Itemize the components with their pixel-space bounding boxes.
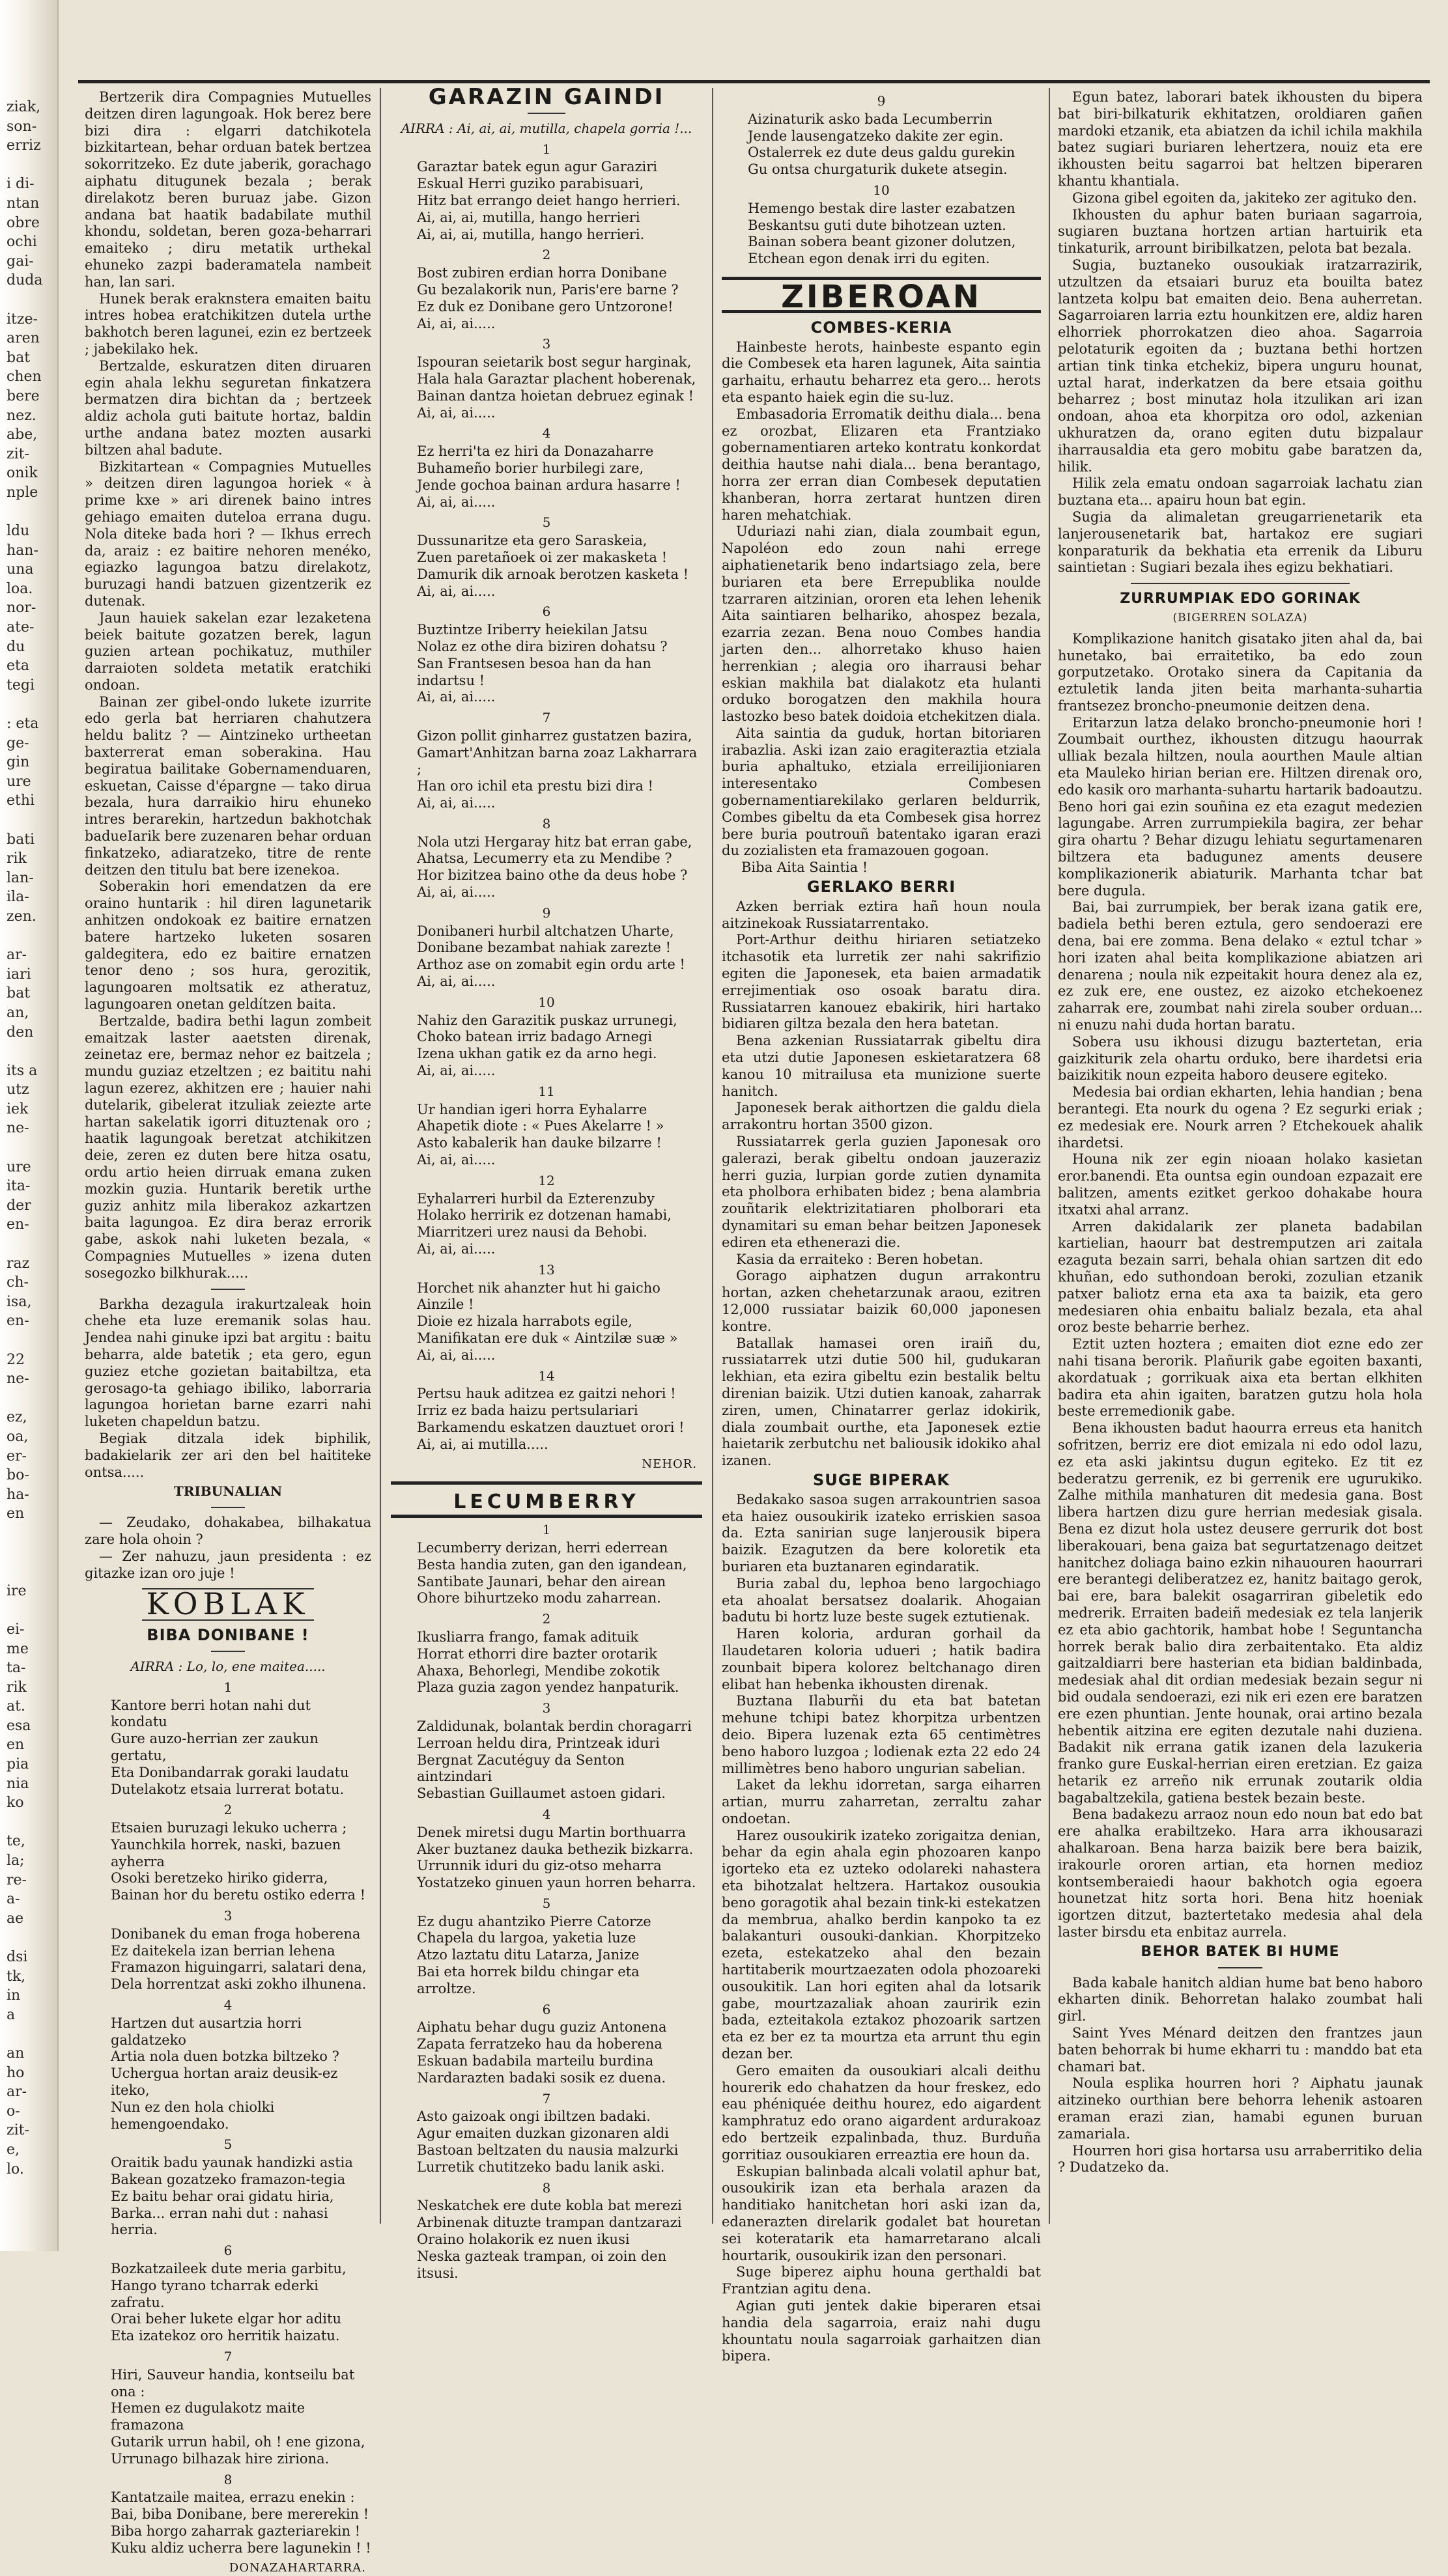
paragraph: Begiak ditzala idek biphilik, badakielarik zer ari den bel haititeke ontsa..... xyxy=(85,1430,371,1480)
fragment-line xyxy=(7,811,53,830)
paragraph: Uduriazi nahi zian, diala zoumbait egun, Napoléon edo zoun nahi errege aiphatienetarik beno indartsiago zela, bere buriaren eta bere Errepublika noulde tzarraren aitzinian, ororen eta lehen lehenik Aita saintiaren belhariko, ahospez bezala, ezarria zezan. Bena nouo Combes handia jarten den... alhorretako khuso haien herrenkian ; alegia oro iharrausi behar eskian makhila bat dialakotz eta hulanti orduko borogatzen den makhila houra lastozko beso batek doidoia etchekitzen diala. xyxy=(722,524,1041,725)
fragment-line: ziak, xyxy=(7,99,41,115)
stanza-number: 6 xyxy=(542,604,551,620)
stanza-number: 1 xyxy=(223,1679,233,1695)
stanza-number: 3 xyxy=(223,1908,233,1924)
fragment-line: bat xyxy=(7,349,31,366)
koblak-poem xyxy=(85,1679,371,2557)
fragment-line: en xyxy=(7,1505,25,1522)
stanza: Kantatzaile maitea, errazu enekin : Bai, biba Donibane, bere mererekin ! Biba horgo zaharrak gazteriarekin ! Kuku aldiz ucherra bere lagunekin ! ! xyxy=(111,2489,371,2556)
stanza-number: 4 xyxy=(542,1806,551,1822)
fragment-line: at. xyxy=(7,1698,25,1715)
fragment-line: bat xyxy=(7,985,31,1002)
fragment-line: er- xyxy=(7,1448,27,1464)
paragraph: Sobera usu ikhousi dizugu baztertetan, eria gaizkiturik zela ohartu orduko, bere ihardetsi eria baizikitik noun ezpeita haboro deusere egiteko. xyxy=(1058,1033,1423,1084)
stanza: Ez dugu ahantziko Pierre Catorze Chapela du largoa, yaketia luze Atzo laztatu ditu Latarza, Janize Bai eta horrek bildu chingar eta arroltze. xyxy=(417,1913,651,1996)
fragment-line: ethi xyxy=(7,792,35,809)
zurrumpiak-subheader: (BIGERREN SOLAZA) xyxy=(1172,611,1308,624)
paragraph: Agian guti jentek dakie biperaren etsai handia dela sagarroia, eraiz nahi dugu khountatu noula sagarroiak garhaitzen dian bipera. xyxy=(722,2298,1041,2364)
stanza-number: 13 xyxy=(538,1261,555,1278)
fragment-line: gai- xyxy=(7,253,34,270)
paragraph: Japonesek berak aithortzen die galdu diela arrakontru hortan 3500 gizon. xyxy=(722,1100,1041,1133)
fragment-line: ch- xyxy=(7,1274,29,1291)
fragment-line: a- xyxy=(7,1891,20,1908)
stanza: Donibaneri hurbil altchatzen Uharte, Donibane bezambat nahiak zarezte ! Arthoz ase on zomabit egin ordu arte ! Ai, ai, ai..... xyxy=(417,923,685,990)
fragment-line xyxy=(7,290,53,310)
koblak-air: AIRRA : Lo, lo, ene maitea..... xyxy=(130,1658,326,1674)
fragment-line: a xyxy=(7,2006,16,2023)
stanza: Asto gaizoak ongi ibiltzen badaki. Agur emaiten duzkan gizonaren aldi Bastoan beltzaten du nausia malzurki Lurretik chutitzeko badu lanik aski. xyxy=(417,2108,679,2175)
paragraph: Bertzalde, badira bethi lagun zombeit emaitzak laster aaetsten direnak, zeinetaz ere, bermaz nehor ez baitzela ; mundu guziaz etzeltzen ; ez baititu nahi lagun ezerez, akhitzen ere ; hauier nahi dutelarik, gibelerat itzuliak zeiezte arte hartan sakelatik igorri dituztenak oro ; haatik lagungoak beretzat atchikitzen deie, zeren ez duten bere hitza osatu, ordu artio heien dirruak emana zuken mozkin guzia. Huntarik beretik urthe guziz anhitz mila liberakoz azkartzen baita lagungoa. Ez dira beraz errorik gabe, askok nahi luketen bezala, « Compagnies Mutuelles » izena duten sosegozko bilkhurak..... xyxy=(85,1013,371,1281)
paragraph: Gero emaiten da ousoukiari alcali deithu hourerik edo chahatzen da hour freskez, edo eau phéniquée deithu hourez, edo aigardent kamphratuz edo orano aigardent ardurakoaz edo bertzeik ezpalinbada, thuz. Burduña gorritiaz ousoukiaren erreaztia ere houn da. xyxy=(722,2062,1041,2163)
fragment-line: ta- xyxy=(7,1660,26,1677)
paragraph: Eritarzun latza delako broncho-pneumonie hori ! Zoumbait ourthez, ikhousten ditzugu haourrak ulliak bezala hiltzen, noula aourthen Maule altian eta Mauleko hirian berian ere. Hiltzen direnak oro, edo kasik oro marhanta-suhartu hartarik badoautzu. Beno hori gai ezin souñina ez eta ezagut medezien lagungabe. Arren zurrumpiekila bagira, zer behar gira ohartu ? Behar dizugu lehiatu segurtamenaren biltzera eta badugunez aments deusere komplikazionerik abiaturik. Marhanta tchar bat bere dugula. xyxy=(1058,714,1423,899)
paragraph: Azken berriak eztira hañ houn noula aitzinekoak Russiatarrentako. xyxy=(722,898,1041,931)
garazin-title: GARAZIN GAINDI xyxy=(428,84,665,110)
fragment-line: ha- xyxy=(7,1486,29,1503)
stanza-number: 9 xyxy=(877,93,886,109)
fragment-line: erriz xyxy=(7,137,41,154)
stanza-number: 1 xyxy=(542,1522,551,1538)
separator xyxy=(1218,1967,1262,1968)
fragment-line: its a xyxy=(7,1062,38,1079)
paragraph: Bainan zer gibel-ondo lukete izurrite edo gerla bat herriaren chahutzera heldu balitz ? — Aintzineko urtheetan baxterrerat eman soberakina. Hau begiratua bailitake Gobernamenduaren, eskuetan, Caisse d'épargne — tako dirua bezala, hura darraikio hiru ehuneko intres berarekin, hartzedun bakhotchak badueIarik bere zuzenaren behar orduan finkatzeko, adiaratzeko, titre de rente deitzen den titulu bat bere izenekoa. xyxy=(85,693,371,878)
stanza: Hemengo bestak dire laster ezabatzen Beskantsu guti dute bihotzean uzten. Bainan sobera beant gizoner dolutzen, Etchean egon denak irri du egiten. xyxy=(748,200,1016,267)
paragraph: Saint Yves Ménard deitzen den frantzes jaun baten behorrak bi hume ekharri tu : manddo bat eta chamari bat. xyxy=(1058,2025,1423,2075)
fragment-line: ez, xyxy=(7,1409,27,1426)
stanza-number: 4 xyxy=(542,425,551,441)
stanza: Hiri, Sauveur handia, kontseilu bat ona : Hemen ez dugulakotz maite framazona Gutarik urrun habil, oh ! ene gizona, Urrunago bilhazak hire ziriona. xyxy=(111,2366,365,2467)
stanza-number: 8 xyxy=(542,2179,551,2196)
fragment-line: ire xyxy=(7,1582,27,1599)
paragraph: Bada kabale hanitch aldian hume bat beno haboro ekharten dinik. Behorretan halako zoumbat hali girl. xyxy=(1058,1974,1423,2024)
column-3 xyxy=(722,89,1041,2364)
fragment-line xyxy=(7,1331,53,1351)
fragment-line: raz xyxy=(7,1255,30,1272)
fragment-line: en- xyxy=(7,1216,29,1233)
fragment-line: ar- xyxy=(7,2084,27,2101)
fragment-line: chen xyxy=(7,369,42,385)
stanza: Aiphatu behar dugu guziz Antonena Zapata ferratzeko hau da hoberena Eskuan badabila marteilu burdina Nardarazten badaki sosik ez duena. xyxy=(417,2019,667,2086)
koblak-signature: DONAZAHARTARRA. xyxy=(229,2560,366,2575)
stanza-number: 5 xyxy=(542,1895,551,1911)
fragment-line: ne- xyxy=(7,1120,29,1137)
fragment-line xyxy=(7,695,53,714)
fragment-line: nor- xyxy=(7,600,36,617)
paragraph: Houna nik zer egin nioaan holako kasietan eror.banendi. Eta ountsa egin oundoan ezpazait ere balitzen, aments ezitket gerkoo dohakabe houra itxatxi ahal arranz. xyxy=(1058,1151,1423,1218)
stanza: Bost zubiren erdian horra Donibane Gu bezalakorik nun, Paris'ere barne ? Ez duk ez Donibane gero Untzorone! Ai, ai, ai..... xyxy=(417,265,679,331)
behor-article xyxy=(1058,1975,1423,2177)
paragraph: Hunek berak eraknstera emaiten baitu intres hobea eratchikitzen dutela urthe bakhotch beren lagunei, ezin ez bertzeek ; jabekilako hek. xyxy=(85,290,371,357)
paragraph: Barkha dezagula irakurtzaleak hoin chehe eta luze eremanik solas hau. Jendea nahi ginuke ipzi bat argitu : baitu beharra, alde batetik ; eta gero, egun guziez etche gozietan baitabiltza, eta gerosago-ta gehiago ibiliko, laborraria lagungoa horietan barne ezarri nahi luketen chapeldun batzu. xyxy=(85,1296,371,1430)
fragment-line: ure xyxy=(7,773,31,790)
stanza: Zaldidunak, bolantak berdin choragarri Lerroan heldu dira, Printzeak iduri Bergnat Zacutéguy da Senton aintzindari Sebastian Guillaumet astoen gidari. xyxy=(417,1718,692,1802)
fragment-line: isa, xyxy=(7,1293,32,1310)
suge-title: SUGE BIPERAK xyxy=(812,1470,950,1489)
separator xyxy=(391,1481,702,1485)
fragment-line xyxy=(7,1389,53,1408)
paragraph: Bertzerik dira Compagnies Mutuelles deitzen diren lagungoak. Hok berez bere bizi dira : elgarri datchikotela bizkitartean, behar orduan batek bertzea sokorritzeko. Ez dute jaberik, gorachago aiphatu ditugunek bezala ; berak direlakotz beren buruaz jabe. Gizon andana bat haatik badabilate muthil khondu, soldetan, beren goza-beharrari emaiteko ; diru metatik urthekal ehuneko zazpi baderamatela nambeit han, lan sari. xyxy=(85,89,371,290)
fragment-line xyxy=(7,1601,53,1620)
fragment-line: der xyxy=(7,1197,31,1214)
lecumberry-poem-continued xyxy=(722,93,1041,268)
fragment-line xyxy=(7,1928,53,1948)
top-rule xyxy=(78,80,1430,83)
stanza-number: 2 xyxy=(223,1802,233,1818)
paragraph: Arren dakidalarik zer planeta badabilan kartielian, haourr bat destremputzen ari zaitala ezaguta bezain sarri, behala ohian sartzen dit edo khuñan, edo suthondoan beroki, zozulian etzanik patxer baliotz erna eta axa ta baizik, eta gero medesiaren ohia enbaitu balialz bezala, eta ahal oroz beste beharrie berhez. xyxy=(1058,1218,1423,1336)
fragment-line: o- xyxy=(7,2103,20,2120)
fragment-line xyxy=(7,156,53,175)
fragment-line: an, xyxy=(7,1004,29,1021)
fragment-line: ila- xyxy=(7,889,29,906)
koblak-title: KOBLAK xyxy=(146,1586,310,1622)
fragment-line: son- xyxy=(7,118,37,135)
stanza: Hartzen dut ausartzia horri galdatzeko Artia nola duen botzka biltzeko ? Uchergua hortan araiz deusik-ez iteko, Nun ez den hola chiolki hemengoendako. xyxy=(111,2015,339,2132)
fragment-line: nple xyxy=(7,484,38,501)
separator xyxy=(391,1515,702,1518)
fragment-line xyxy=(7,1042,53,1061)
fragment-line: onik xyxy=(7,465,38,482)
fragment-line: ate- xyxy=(7,619,35,636)
fragment-line: zit- xyxy=(7,445,29,462)
garazin-signature: NEHOR. xyxy=(642,1457,697,1471)
fragment-line: han- xyxy=(7,542,38,559)
fragment-line: una xyxy=(7,561,34,578)
fragment-line: in xyxy=(7,1987,21,2004)
newspaper-page xyxy=(72,62,1433,2575)
stanza-number: 5 xyxy=(542,514,551,531)
paragraph: Russiatarrek gerla guzien Japonesak oro galerazi, berak gibeltu ondoan jauzeraziz herri guzia, lurpian gorde zutien dynamita eta pholbora erhibaten bidez ; bena alambria zouñtarik elektrizitatiaren pholborari eta dynamitari su eman behar beitzen Japonesek ediren eta ethenerazi die. xyxy=(722,1134,1041,1250)
stanza-number: 1 xyxy=(542,141,551,157)
stanza: Neskatchek ere dute kobla bat merezi Arbinenak dituzte trampan dantzarazi Oraino holakorik ez nuen ikusi Neska gazteak trampan, oi zoin den itsusi. xyxy=(417,2198,682,2281)
ziberoan-title: ZIBEROAN xyxy=(781,278,982,315)
fragment-line: zit- xyxy=(7,2122,29,2139)
behor-title: BEHOR BATEK BI HUME xyxy=(1141,1943,1340,1960)
column-4 xyxy=(1058,89,1423,2222)
stanza: Donibanek du eman froga hoberena Ez daitekela izan berrian lehena Framazon higuingarri, salatari dena, Dela horrentzat aski zokho ilhunena. xyxy=(111,1925,367,1993)
stanza: Bozkatzaileek dute meria garbitu, Hango tyrano tcharrak ederki zafratu. Orai beher lukete elgar hor aditu Eta izatekoz oro herritik haizatu. xyxy=(111,2261,347,2344)
fragment-line xyxy=(7,927,53,946)
stanza: Garaztar batek egun agur Garaziri Eskual Herri guziko parabisuari, Hitz bat errango deiet hango herrieri. Ai, ai, ai, mutilla, hango herrieri Ai, ai, ai, mutilla, hango herrieri. xyxy=(417,159,681,242)
paragraph: Bena badakezu arraoz noun edo noun bat edo bat ere ahalka erabiltzeko. Hara arra ikhousarazi ahalkaroan. Bena harza baizik bere bera baizik, irakourle ororen artian, eta hornen medioz kontsemberaiedi haour bakhotch ogia egoera hounetzat hitz sorta hori. Bena hitz hoeniak igortzen ditzut, baztertetako medesia ahal dela laster birsdu eta enbitaz aurrela. xyxy=(1058,1806,1423,1940)
paragraph: Laket da lekhu idorretan, sarga eiharren artian, murru zaharretan, zerraltu zahar ondoetan. xyxy=(722,1777,1041,1827)
separator xyxy=(211,1651,246,1652)
paragraph: Hilik zela ematu ondoan sagarroiak lachatu zian buztana eta... apairu houn bat egin. xyxy=(1058,475,1423,509)
fragment-line: ure xyxy=(7,1158,31,1175)
fragment-line: bo- xyxy=(7,1467,29,1484)
paragraph: Harez ousoukirik izateko zorigaitza denian, behar da egin ahala egin phozoaren kanpo igorteko eta ez uzteko odolareki nahastera eta bihotzalat heltzera. Hartakoz ousoukia beno goragotik ahal bezain tink-ki estekatzen da membrua, ahalko berdin kanpoko ta ez balakanturi ousouki-dankian. Khorpitzeko ezeta, estekatzeko ahal den bezain hartitaberik mourtzaezaten odola phozoareki ousoukitik. Lan hori egiten ahal da lotsarik gabe, mourtzazaliak ahoan zauririk ezin bada, ezteitakola eztakoz phozoarik sartzen eta ez ber ez ta mourtza eta arrunt thu egin dezan ber. xyxy=(722,1827,1041,2062)
fragment-line: aren xyxy=(7,330,40,347)
fragment-line: pia xyxy=(7,1756,29,1773)
paragraph: Buria zabal du, lephoa beno largochiago eta ahoalat bersatsez doalarik. Ahogaian badutu bi hortz luze beste sugek eztutienak. xyxy=(722,1575,1041,1625)
paragraph: Gizona gibel egoiten da, jakiteko zer agituko den. xyxy=(1072,189,1417,206)
stanza-number: 7 xyxy=(542,710,551,726)
fragment-line: bati xyxy=(7,831,35,848)
suge-article xyxy=(722,1492,1041,2365)
paragraph: Kasia da erraiteko : Beren hobetan. xyxy=(736,1251,984,1267)
stanza: Ur handian igeri horra Eyhalarre Ahapetik diote : « Pues Akelarre ! » Asto kabalerik han dauke bilzarre ! Ai, ai, ai..... xyxy=(417,1101,664,1168)
garazin-air: AIRRA : Ai, ai, ai, mutilla, chapela gorria !... xyxy=(401,120,692,136)
separator xyxy=(528,113,565,114)
fragment-line: me xyxy=(7,1640,29,1657)
stanza: Nahiz den Garazitik puskaz urrunegi, Choko batean irriz badago Arnegi Izena ukhan gatik ez da arno hegi. Ai, ai, ai..... xyxy=(417,1012,677,1079)
paragraph: Suge biperez aiphu houna gerthaldi bat Frantzian agitu dena. xyxy=(722,2264,1041,2297)
fragment-line: eta xyxy=(7,658,29,675)
stanza: Gizon pollit ginharrez gustatzen bazira, Gamart'Anhitzan barna zoaz Lakharrara ; Han oro ichil eta prestu bizi dira ! Ai, ai, ai..... xyxy=(417,727,698,811)
fragment-line: abe, xyxy=(7,427,38,443)
stanza-number: 10 xyxy=(538,994,555,1010)
fragment-line: la; xyxy=(7,1853,25,1869)
stanza-number: 7 xyxy=(223,2349,233,2364)
stanza: Ez herri'ta ez hiri da Donazaharre Buhameño borier hurbilegi zare, Jende gochoa bainan ardura hasarre ! Ai, ai, ai..... xyxy=(417,443,681,510)
stanza: Pertsu hauk aditzea ez gaitzi nehori ! Irriz ez bada haizu pertsulariari Barkamendu eskatzen dauztuet orori ! Ai, ai, ai mutilla..... xyxy=(417,1386,685,1452)
fragment-line: ochi xyxy=(7,234,37,251)
stanza: Ikusliarra frango, famak adituik Horrat ethorri dire bazter orotarik Ahaxa, Behorlegi, Mendibe zokotik Plaza guzia zagon yendez hanpaturik. xyxy=(417,1629,679,1696)
combes-sign: Biba Aita Saintia ! xyxy=(741,860,868,876)
suge-article-continued xyxy=(1058,89,1423,576)
paragraph: Buztana Ilaburñi du eta bat batetan mehune tchipi batez khorpitza urbentzen deio. Bipera luzenak ezta 65 centimètres beno haboro luzgoa ; lodienak ezta 22 edo 24 millimètres beno haboro ungurian sabelian. xyxy=(722,1693,1041,1776)
fragment-line: loa. xyxy=(7,580,33,597)
paragraph: Eskupian balinbada alcali volatil aphur bat, ousoukirik izan eta berhala arazen da handitiako hanitchetan hori aski izan da, edanerazten direlarik godalet bat houretan sei koteratarik eta hamarretarano alcali hourtarik, ousoukirik izan den personari. xyxy=(722,2163,1041,2263)
column-1 xyxy=(85,89,371,2575)
paragraph: Bena ikhousten badut haourra erreus eta hanitch sofritzen, berriz ere diot emizala ni edo odol lazu, ez eta aski jakintsu dugun egiteko. Ez tit ez bederatzu gerrenik, ez bi gerrenik ere ugurukiko. Zalhe mithila manhaturen dit medesia gana. Bost libera hartzen dizu gure herrian medesiak gisala. Bena ez dizut hola ustez deusere gerrurik dot bost liberakouari, bena gaiza bat segurtatzenago deitzet hanitchez doliaga baino ezkin nihauouren haourrari ere berantegi deliberatzez ez, hanitz baitago gerok, bai ere, bara balekit osagarriran gibeletik edo medrerik. Erraiten badeiñ medesiak ez tela lanjerik ez eta abio gachtorik, hambat hobe ! Seguntancha horrek berak balio dira zerbaitentako. Eta aldiz gaitzaldiarri bere hasterian eta bidian baldinbada, medesiak ahal dit ordian medesiak bezain segur ni bid oudala sendoerazi, ezi nik eri ezen ere baratzen ere ezen phuntian. Jente hounak, orai artino bezala hebentik aitzina ere egiten dezutale nahi duziena. Badakit nik errana gatik izanen dela lazukeria franko gure Euskal-herrian eiren eretzian. Ez gaiza hetarik ez arreño nik errunak zoutarik oldia bagabaltzekila, gatiena bestek bezain beste. xyxy=(1058,1420,1423,1806)
closing-note xyxy=(85,1296,371,1481)
stanza-number: 2 xyxy=(542,247,551,263)
paragraph: Medesia bai ordian ekharten, lehia handian ; bena berantegi. Eta nourk du ogena ? Ez segurki eriak ; ez medesiak ere. Nourk arren ? Etchekouek ahalik ihardetsi. xyxy=(1058,1084,1423,1151)
fragment-line: te, xyxy=(7,1833,25,1850)
stanza-number: 3 xyxy=(542,1700,551,1716)
fragment-line: e, xyxy=(7,2141,20,2158)
fragment-line: lan- xyxy=(7,869,34,886)
fragment-line xyxy=(7,1543,53,1563)
stanza: Oraitik badu yaunak handizki astia Bakean gozatzeko framazon-tegia Ez baitu behar orai gidatu hiria, Barka... erran nahi dut : nahasi herria. xyxy=(111,2155,353,2238)
stanza: Ispouran seietarik bost segur harginak, Hala hala Garaztar plachent hoberenak, Bainan dantza hoietan debruez eginak ! Ai, ai, ai..... xyxy=(417,354,696,421)
fragment-line: zen. xyxy=(7,908,36,925)
fragment-line: iek xyxy=(7,1100,29,1117)
stanza-number: 12 xyxy=(538,1172,555,1188)
fragment-line: an xyxy=(7,2045,25,2062)
stanza: Etsaien buruzagi lekuko ucherra ; Yaunchkila horrek, naski, bazuen ayherra Osoki beretzeko hiriko giderra, Bainan hor du beretu ostiko ederra ! xyxy=(111,1820,366,1903)
stanza-number: 6 xyxy=(542,2001,551,2017)
stanza: Eyhalarreri hurbil da Ezterenzuby Holako herririk ez dotzenan hamabi, Miarritzeri urez nausi da Behobi. Ai, ai, ai..... xyxy=(417,1190,672,1257)
fragment-line: nez. xyxy=(7,407,36,424)
fragment-line: oa, xyxy=(7,1428,29,1445)
fragment-line: : eta xyxy=(7,716,39,732)
fragment-line: ho xyxy=(7,2064,25,2081)
stanza: Horchet nik ahanzter hut hi gaicho Ainzile ! Dioie ez hizala harrabots egile, Manifikatan ere duk « Aintzilæ suæ » Ai, ai, ai..... xyxy=(417,1280,678,1363)
fragment-line xyxy=(7,1562,53,1582)
fragment-line: re- xyxy=(7,1871,27,1888)
fragment-line: ae xyxy=(7,1910,24,1927)
stanza-number: 5 xyxy=(223,2136,233,2153)
fragment-line: ei- xyxy=(7,1621,25,1638)
fragment-line xyxy=(7,1813,53,1832)
fragment-line: itze- xyxy=(7,311,38,328)
fragment-line: ko xyxy=(7,1795,24,1812)
stanza-number: 6 xyxy=(223,2243,233,2259)
separator xyxy=(211,1507,246,1508)
paragraph: Bedakako sasoa sugen arrakountrien sasoa eta haiez ousoukirik izateko erriskien sasoa da. Ezta sanirian suge lanjerousik bipera baizik. Ezagutzen da bere koloretik eta buriaren eta buztanaren egindaratik. xyxy=(722,1491,1041,1575)
gerlako-article xyxy=(722,899,1041,1470)
paragraph: Bena azkenian Russiatarrak gibeltu dira eta utzi dutie Japonesen eskietaratzera 68 kanou 10 mitrailusa eta munizione suerte hanitch. xyxy=(722,1033,1041,1099)
paragraph: Egun batez, laborari batek ikhousten du bipera bat biri-bilkaturik ekhitatzen, oroldiaren gañen mardoki etzanik, eta abiatzen da ichil ichila makhila batez sugiari buriaren lehertzera, nouiz eta ere ikhousten beitu sagarroi bat heltzen biperaren khantu khantiala. xyxy=(1058,89,1423,189)
stanza-number: 3 xyxy=(542,336,551,352)
paragraph: Bizkitartean « Compagnies Mutuelles » deitzen diren lagungoa horiek « à prime kxe » ari direnek baino intres gehiago emaiten duteloa errana dugu. Nola diteke bada hori ? — Ikhus errech da, araiz : ez baitire nehoren menéko, egiazko lagungoa batzu direlakotz, buruzagi handi batzuen gizentzerik ez dutenak. xyxy=(85,458,371,609)
paragraph: Haren koloria, arduran gorhail da Ilaudetaren koloria udueri ; hatik badira zounbait bipera kolorez beltchanago diren elibat han hebenka ikhousten direnak. xyxy=(722,1626,1041,1692)
paragraph: Port-Arthur deithu hiriaren setiatzeko itchasotik eta lurretik zer nahi sakrifizio egiten die Japonesek, eta baien armadatik errejimentiak oso osoak baratu dira. Russiatarren kanouez ebakirik, hiri hartako bidiaren giltza bezala den hera batetan. xyxy=(722,932,1041,1032)
fragment-line: ldu xyxy=(7,523,30,540)
fragment-line: rik xyxy=(7,850,27,867)
mutuelles-article xyxy=(85,89,371,1282)
zurrumpiak-article xyxy=(1058,631,1423,1941)
fragment-line xyxy=(7,502,53,522)
paragraph: Embasadoria Erromatik deithu diala... bena ez orozbat, Elizaren eta Frantziako gobernamentiaren arteko kontratu konkordat deithia hautse nahi diala... bena berantago, horra zer erran dian Combesek deputatien khanberan, horra zertarat huntzen diren haren mehatchiak. xyxy=(722,406,1041,523)
stanza: Lecumberry derizan, herri ederrean Besta handia zuten, gan den igandean, Santibate Jaunari, behar den airean Ohore bihurtzeko modu zaharrean. xyxy=(417,1539,687,1606)
paragraph: Noula esplika hourren hori ? Aiphatu jaunak aitzineko ourthian bere behorra lehenik astoaren eraman erazi zian, hamabi egunen buruan zamariala. xyxy=(1058,2075,1423,2142)
fragment-line: en xyxy=(7,1737,25,1754)
fragment-line: iari xyxy=(7,966,31,983)
stanza: Denek miretsi dugu Martin borthuarra Aker buztanez dauka bethezik bizkarra. Urrunnik iduri du giz-otso meharra Yostatzeko ginuen yaun horren beharra. xyxy=(417,1824,696,1891)
stanza: Nola utzi Hergaray hitz bat erran gabe, Ahatsa, Lecumerry eta zu Mendibe ? Hor bizitzea baino othe da deus hobe ? Ai, ai, ai..... xyxy=(417,833,692,901)
fragment-line: obre xyxy=(7,214,40,231)
paragraph: — Zeudako, dohakabea, bilhakatua zare hola ohoin ? xyxy=(85,1515,371,1547)
lecumberry-title: LECUMBERRY xyxy=(453,1491,640,1514)
paragraph: Gorago aiphatzen dugun arrakontru hortan, azken chehetarzunak araou, ezitren 12,000 russiatar baizik 60,000 japonesen kontre. xyxy=(722,1268,1041,1334)
fragment-line: duda xyxy=(7,272,43,289)
fragment-line: en- xyxy=(7,1313,29,1330)
fragment-line: bere xyxy=(7,387,40,404)
paragraph: — Zer nahuzu, jaun presidenta : ez gitazke izan oro juje ! xyxy=(85,1548,371,1581)
stanza-number: 8 xyxy=(223,2471,233,2487)
fragment-line xyxy=(7,1524,53,1543)
fragment-line: ge- xyxy=(7,735,29,751)
stanza-number: 14 xyxy=(538,1367,555,1384)
fragment-line: 22 xyxy=(7,1351,25,1368)
stanza-number: 9 xyxy=(542,904,551,921)
stanza-number: 4 xyxy=(223,1997,233,2013)
prev-page-fragment xyxy=(7,98,53,2179)
fragment-line: nia xyxy=(7,1775,29,1792)
stanza: Dussunaritze eta gero Saraskeia, Zuen paretañoek oi zer makasketa ! Damurik dik arnoak berotzen kasketa ! Ai, ai, ai..... xyxy=(417,533,689,599)
garazin-poem xyxy=(391,141,702,1453)
tribunal-dialogue xyxy=(85,1515,371,1582)
stanza-number: 2 xyxy=(542,1611,551,1627)
fragment-line: rik xyxy=(7,1679,27,1696)
paragraph: Soberakin hori emendatzen da ere oraino huntarik : hil diren lagunetarik anhitzen ondokoak ez baitire ernatzen batere hartzeko luketen sosaren galdegitera, edo ez baitire ernatzen tenor deno ; sos hura, gerozitik, lagungoaren moltsatik ez atheratuz, lagungoaren onetan geldítzen baita. xyxy=(85,878,371,1013)
fragment-line xyxy=(7,2024,53,2044)
fragment-line: gin xyxy=(7,754,30,771)
fragment-line xyxy=(7,1138,53,1158)
column-rule xyxy=(1049,88,1050,2224)
stanza: Aizinaturik asko bada Lecumberrin Jende lausengatzeko dakite zer egin. Ostalerrek ez dute deus galdu gurekin Gu ontsa churgaturik dukete atsegin. xyxy=(748,111,1015,178)
paragraph: Komplikazione hanitch gisatako jiten ahal da, bai hunetako, bai erraitetiko, ba edo zoun gorputzetako. Orotako sinera da Capitania da eztuletik landa jiten beita marhanta-suhartia frantsezez broncho-pneumonie deitzen dena. xyxy=(1058,630,1423,714)
column-rule xyxy=(712,88,713,2224)
stanza-number: 7 xyxy=(542,2090,551,2107)
paragraph: Eztit uzten hoztera ; emaiten diot ezne edo zer nahi tisana berorik. Plañurik gabe egoiten baxanti, akordatuak ; gorrikuak aixa eta bertan elkhiten badira eta ahin igaiten, baratzen gutzu hola hola beste erremedionik gabe. xyxy=(1058,1336,1423,1420)
tribunal-title: TRIBUNALIAN xyxy=(173,1483,283,1500)
fragment-line: dsi xyxy=(7,1949,28,1965)
fragment-line: ne- xyxy=(7,1371,29,1388)
page-gutter-left xyxy=(0,0,59,2251)
fragment-line: utz xyxy=(7,1082,29,1099)
paragraph: Sugia, buztaneko ousoukiak iratzarrazirik, utzultzen da etsaiari buruz eta bouilta batez lantzeta kolpu bat emaiten deio. Bena auherretan. Sagarroiaren larria eztu hounkitzen ere, aldiz haren elhorriek phorrokatzen dieo ahoa. Sagarroia pelotaturik egoiten da ; buztana bethi hortzen artian tink tinka etchekiz, bipera unguru hounat, uztal harat, inderkatzen da bere etsaia goithu beharrez ; bost minutaz hola itzulikan ari izan ondoan, ahoa eta khorpitza oro odol, azkenian ukhuratzen da, orano egiten dutu bizpalaur iharrausaldia eta gero mobitu gabe baratzen da, hilik. xyxy=(1058,257,1423,475)
koblak-subtitle: BIBA DONIBANE ! xyxy=(147,1626,309,1645)
gerlako-title: GERLAKO BERRI xyxy=(806,878,956,897)
zurrumpiak-title: ZURRUMPIAK EDO GORINAK xyxy=(1120,591,1361,608)
stanza: Buztintze Iriberry heiekilan Jatsu Nolaz ez othe dira biziren dohatsu ? San Frantsesen besoa han da han indartsu ! Ai, ai, ai..... xyxy=(417,622,668,705)
separator xyxy=(1131,583,1350,584)
stanza-number: 11 xyxy=(538,1083,555,1099)
paragraph: Hainbeste herots, hainbeste espanto egin die Combesek eta haren lagunek, Aita saintia garhaitu, erhautu beharrez eta gero... herots eta espanto haiek egin die su-luz. xyxy=(722,339,1041,405)
stanza-number: 10 xyxy=(873,182,890,198)
separator xyxy=(211,1289,246,1290)
paragraph: Sugia da alimaletan greugarrienetarik eta lanjerousenetarik bat, hartakoz ere sugiari konparaturik da bekhatia eta errenik da Liburu saintietan : Sugiari bezala ihes egizu bekhatiari. xyxy=(1058,509,1423,576)
paragraph: Aita saintia da guduk, hortan bitoriaren irabazlia. Aski izan zaio eragiteraztia etziala buria aphaltuko, etziala erreilijioniaren interesentako Combesen gobernamentiarekilako gerlaren beldurrik, Combes gibeltu da eta Combesek gisa horrez bere buria poutrouñ batentako igaran erazi du zozialisten eta framazouen gogoan. xyxy=(722,725,1041,859)
fragment-line: ar- xyxy=(7,947,27,964)
lecumberry-poem xyxy=(391,1522,702,2282)
paragraph: Jaun hauiek sakelan ezar lezaketena beiek baitute gozatzen berek, lagun guzien artean pochikatuz, muthiler darraioten soldeta metatik eratchiki ondoan. xyxy=(85,609,371,693)
fragment-line: ita- xyxy=(7,1178,31,1195)
fragment-line: lo. xyxy=(7,2161,24,2177)
column-rule xyxy=(380,88,381,2224)
fragment-line: ntan xyxy=(7,195,40,212)
fragment-line: tk, xyxy=(7,1968,26,1985)
fragment-line: tegi xyxy=(7,677,35,693)
stanza-number: 8 xyxy=(542,815,551,832)
column-2 xyxy=(391,84,702,2281)
fragment-line: i di- xyxy=(7,176,35,193)
combes-article xyxy=(722,339,1041,860)
paragraph: Batallak hamasei oren iraiñ du, russiatarrek utzi dutie 500 hil, gudukaran lekhian, eta ezira gibeltu ezin bestalik beltu direnian baizik. Utzi dutien kanoak, zaharrak ziren, umen, Chinatarrer gerlaz idokirik, diala zoumbait ourthe, eta Japonesek eztie haietarik zerbutchu net baliousik idokiko ahal izanen. xyxy=(722,1335,1041,1469)
combes-title: COMBES-KERIA xyxy=(810,318,952,337)
paragraph: Ikhousten du aphur baten buriaan sagarroia, sugiaren buztana hortzen artian hartuirik eta tinkaturik, arrount biribilkatzen, pelota bat bezala. xyxy=(1058,206,1423,257)
stanza: Kantore berri hotan nahi dut kondatu Gure auzo-herrian zer zaukun gertatu, Eta Donibandarrak goraki laudatu Dutelakotz etsaia lurrerat botatu. xyxy=(111,1697,349,1797)
fragment-line xyxy=(7,1235,53,1254)
paragraph: Hourren hori gisa hortarsa usu arraberritiko delia ? Dudatzeko da. xyxy=(1058,2142,1423,2176)
fragment-line: den xyxy=(7,1024,34,1041)
paragraph: Bertzalde, eskuratzen diten diruaren egin ahala lekhu seguretan finkatzera bermatzen dira bichtan da ; bertzeek aldiz achola guti baitute hortaz, baldin urthe andana batez mozten ausarki biltzen ahal badute. xyxy=(85,357,371,458)
fragment-line: esa xyxy=(7,1717,31,1734)
paragraph: Bai, bai zurrumpiek, ber berak izana gatik ere, badiela bethi beren eztula, gero sendoerazi ere dena, bai ere zomma. Bena delako « eztul tchar » hori izaten ahal beita komplikazione abiatzen ari denarena ; noula nik ezpeitakit houra denez ala ez, ez zuk ere, ene oustez, ez aizoko etchekoenez zaharrak ere, zoumbat nahi zirela souber orduan... ni enuzu nahi duda hortan baratu. xyxy=(1058,899,1423,1033)
fragment-line: du xyxy=(7,638,25,655)
